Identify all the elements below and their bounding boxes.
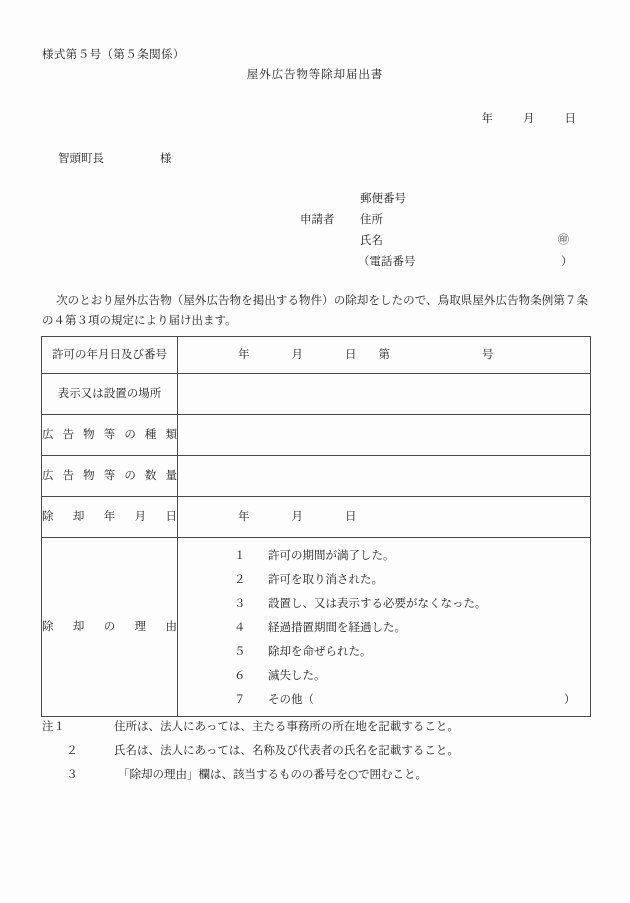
- footnote-2: [42, 738, 602, 762]
- permit-gou-label: 号: [482, 347, 494, 362]
- row-value-cell-location[interactable]: [178, 374, 591, 415]
- addressee-office: 智頭町長: [58, 151, 104, 165]
- permit-dai-label: 第: [378, 347, 390, 362]
- table-row-ad-type: [42, 415, 591, 456]
- footnote-marker: ２: [66, 743, 78, 757]
- list-item[interactable]: [234, 663, 590, 687]
- footnote-1: [42, 714, 602, 738]
- date-month-label: 月: [523, 111, 535, 125]
- row-value-cell-removal-reason: [178, 538, 591, 717]
- declaration-table: [41, 336, 591, 717]
- phone-close-paren: ）: [561, 254, 573, 268]
- reason-text: 許可を取り消された。: [268, 572, 383, 586]
- footnotes: [42, 714, 602, 786]
- label-permit-date-number: 許可の年月日及び番号: [52, 347, 167, 362]
- label-removal-reason: 除却の理由: [42, 619, 177, 634]
- label-removal-date: 除却年月日: [42, 509, 177, 524]
- reason-text: 滅失した。: [268, 668, 326, 682]
- table-row-removal-date: [42, 497, 591, 538]
- permit-month-label: 月: [291, 347, 303, 362]
- removal-day-label: 日: [345, 509, 357, 524]
- addressee: [58, 150, 172, 167]
- permit-date-number-placeholders: [178, 347, 494, 361]
- row-label-cell: [42, 337, 178, 374]
- list-item[interactable]: [234, 543, 590, 567]
- row-label-cell: [42, 497, 178, 538]
- footnote-marker: 注１: [42, 719, 65, 733]
- reason-number: ３: [234, 596, 246, 610]
- label-ad-quantity: 広告物等の数量: [42, 468, 177, 483]
- reason-number: １: [234, 548, 246, 562]
- reason-text: 設置し、又は表示する必要がなくなった。: [268, 596, 487, 610]
- row-label-cell: [42, 456, 178, 497]
- list-item[interactable]: [234, 639, 590, 663]
- row-value-cell-removal-date[interactable]: [178, 497, 591, 538]
- row-value-cell-ad-quantity[interactable]: [178, 456, 591, 497]
- removal-year-label: 年: [238, 509, 250, 524]
- reason-other-close-paren: ）: [564, 692, 576, 706]
- postal-code-label: 郵便番号: [360, 191, 406, 205]
- row-label-cell: [42, 415, 178, 456]
- row-value-cell-permit[interactable]: [178, 337, 591, 374]
- footnote-text: 「除却の理由」欄は、該当するものの番号を○で囲むこと。: [118, 767, 428, 781]
- phone-label: （電話番号: [358, 254, 416, 268]
- list-item[interactable]: [234, 687, 590, 711]
- reason-number: ２: [234, 572, 246, 586]
- row-label-cell: [42, 538, 178, 717]
- reason-text: 除却を命ぜられた。: [268, 644, 372, 658]
- submission-date-line: [0, 110, 588, 127]
- reason-number: ７: [234, 692, 246, 706]
- body-paragraph-text: 次のとおり屋外広告物（屋外広告物を掲出する物件）の除却をしたので、鳥取県屋外広告物条例第７条の４第３項の規定により届け出ます。: [42, 293, 588, 328]
- reason-text: その他（: [268, 692, 314, 706]
- reason-number: ５: [234, 644, 246, 658]
- body-paragraph: [42, 290, 588, 330]
- list-item[interactable]: [234, 615, 590, 639]
- removal-reason-list: [178, 539, 590, 715]
- addressee-honorific: 様: [160, 151, 172, 165]
- address-label: 住所: [360, 212, 383, 226]
- list-item[interactable]: [234, 591, 590, 615]
- footnote-text: 住所は、法人にあっては、主たる事務所の所在地を記載すること。: [114, 719, 459, 733]
- footnote-text: 氏名は、法人にあっては、名称及び代表者の氏名を記載すること。: [114, 743, 459, 757]
- reason-number: ４: [234, 620, 246, 634]
- removal-month-label: 月: [291, 509, 303, 524]
- row-label-cell: [42, 374, 178, 415]
- label-ad-type: 広告物等の種類: [42, 427, 177, 442]
- table-row-location: [42, 374, 591, 415]
- permit-year-label: 年: [238, 347, 250, 362]
- date-day-label: 日: [564, 111, 576, 125]
- footnote-marker: ３: [66, 767, 78, 781]
- reason-number: ６: [234, 668, 246, 682]
- page-title: 屋外広告物等除却届出書: [246, 67, 384, 81]
- table-row-removal-reason: [42, 538, 591, 717]
- table-row-ad-quantity: [42, 456, 591, 497]
- date-year-label: 年: [481, 111, 493, 125]
- name-label: 氏名: [360, 233, 383, 247]
- label-location: 表示又は設置の場所: [57, 386, 162, 401]
- permit-day-label: 日: [345, 347, 357, 362]
- reason-text: 経過措置期間を経過した。: [268, 620, 406, 634]
- row-value-cell-ad-type[interactable]: [178, 415, 591, 456]
- removal-date-placeholders: [178, 509, 357, 523]
- form-number: 様式第５号（第５条関係）: [42, 47, 185, 61]
- applicant-role-label: 申請者: [300, 212, 335, 226]
- seal-icon: ㊞: [558, 233, 569, 246]
- list-item[interactable]: [234, 567, 590, 591]
- reason-text: 許可の期間が満了した。: [268, 548, 395, 562]
- footnote-3: [42, 762, 602, 786]
- table-row-permit-date-number: [42, 337, 591, 374]
